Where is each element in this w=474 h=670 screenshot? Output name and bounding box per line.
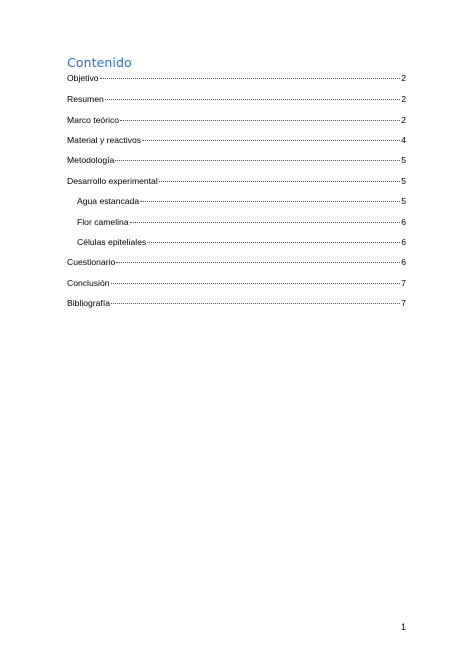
dot-leader — [105, 99, 400, 100]
toc-entry-page: 6 — [401, 237, 406, 247]
toc-entry-page: 5 — [401, 155, 406, 165]
toc-entry-label: Metodología — [67, 155, 115, 165]
dot-leader — [120, 120, 400, 121]
toc-entry-page: 6 — [401, 257, 406, 267]
dot-leader — [142, 140, 400, 141]
toc-entry-page: 7 — [401, 278, 406, 288]
toc-entry-page: 6 — [401, 217, 406, 227]
toc-entry-label: Cuestionario — [67, 257, 116, 267]
dot-leader — [130, 222, 401, 223]
toc-entry-label: Resumen — [67, 94, 104, 104]
toc-entry-page: 7 — [401, 298, 406, 308]
toc-entry-page: 5 — [401, 196, 406, 206]
toc-entry-label: Células epiteliales — [77, 237, 147, 247]
toc-entry-page: 2 — [401, 94, 406, 104]
toc-entry-page: 5 — [401, 176, 406, 186]
toc-entry-label: Desarrollo experimental — [67, 176, 158, 186]
toc-entry-objetivo[interactable] — [67, 73, 406, 84]
toc-entry-label: Material y reactivos — [67, 135, 142, 145]
toc-entry-material-y-reactivos[interactable] — [67, 135, 406, 146]
toc-entry-agua-estancada[interactable] — [77, 196, 406, 207]
toc-entry-label: Marco teórico — [67, 115, 120, 125]
dot-leader — [116, 262, 400, 263]
dot-leader — [111, 283, 401, 284]
toc-entry-desarrollo-experimental[interactable] — [67, 176, 406, 187]
dot-leader — [111, 303, 400, 304]
toc-entry-conclusion[interactable] — [67, 278, 406, 289]
toc-entry-label: Agua estancada — [77, 196, 140, 206]
footer-page-number: 1 — [401, 622, 407, 632]
toc-entry-flor-camelina[interactable] — [77, 217, 406, 228]
toc-entry-page: 2 — [401, 73, 406, 83]
toc-heading: Contenido — [67, 55, 132, 70]
toc-entry-label: Flor camelina — [77, 217, 129, 227]
dot-leader — [115, 160, 400, 161]
toc-entry-celulas-epiteliales[interactable] — [77, 237, 406, 248]
toc-entry-resumen[interactable] — [67, 94, 406, 105]
toc-entry-bibliografia[interactable] — [67, 298, 406, 309]
toc-entry-label: Conclusión — [67, 278, 110, 288]
dot-leader — [159, 181, 400, 182]
toc-entry-label: Bibliografía — [67, 298, 110, 308]
dot-leader — [100, 78, 401, 79]
toc-entry-cuestionario[interactable] — [67, 257, 406, 268]
toc-entry-label: Objetivo — [67, 73, 99, 83]
toc-entry-metodologia[interactable] — [67, 155, 406, 166]
dot-leader — [147, 242, 400, 243]
dot-leader — [140, 201, 400, 202]
toc-entry-marco-teorico[interactable] — [67, 115, 406, 126]
toc-entry-page: 2 — [401, 115, 406, 125]
toc-entry-page: 4 — [401, 135, 406, 145]
